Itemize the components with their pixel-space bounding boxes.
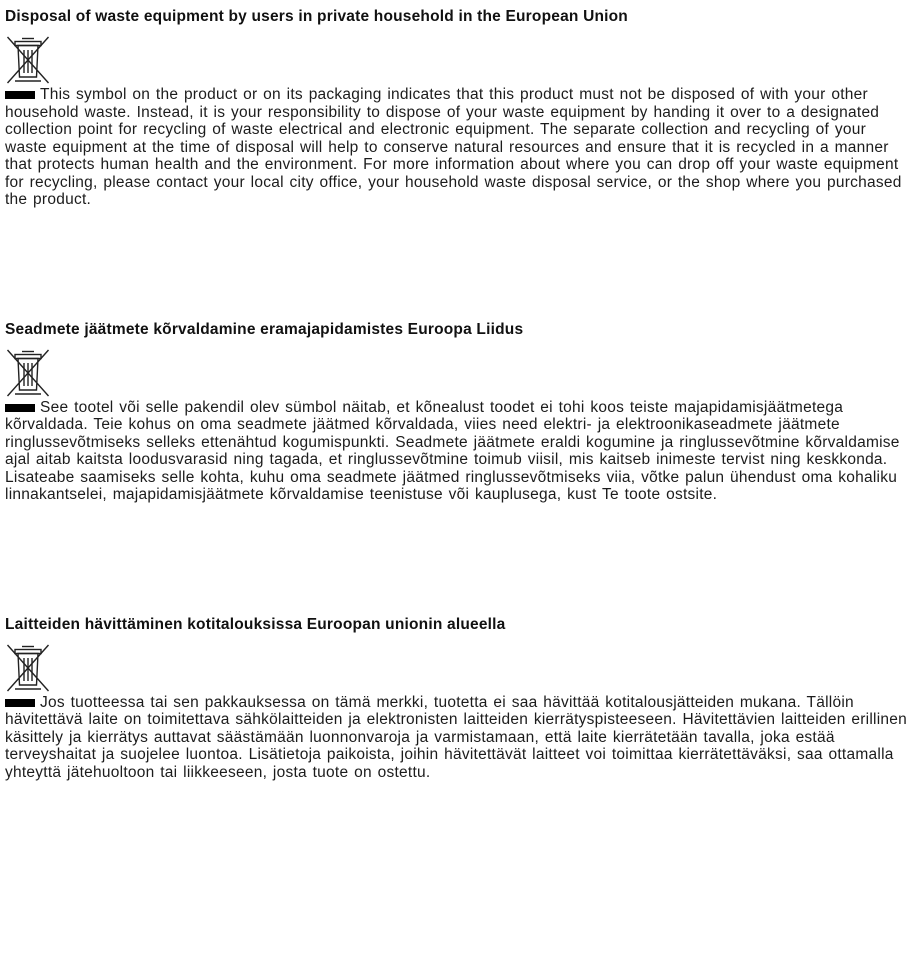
notice-section-finnish bbox=[5, 616, 909, 782]
section-body-estonian bbox=[5, 399, 909, 504]
weee-crossed-out-bin-icon bbox=[6, 36, 50, 84]
section-heading-finnish: Laitteiden hävittäminen kotitalouksissa Euroopan unionin alueella bbox=[5, 615, 506, 633]
section-body-finnish bbox=[5, 694, 909, 782]
weee-crossed-out-bin-icon bbox=[6, 349, 50, 397]
section-body-text: This symbol on the product or on its packaging indicates that this product must not be disposed of with your other household waste. Instead, it is your responsibility to dispose of your waste equipment by handing it over to a designated collection point for recycling of waste electrical and electronic equipment. The separate collection and recycling of your waste equipment at the time of disposal will help to conserve natural resources and ensure that it is recycled in a manner that protects human health and the environment. For more information about where you can drop off your waste equipment for recycling, please contact your local city office, your household waste disposal service, or the shop where you purchased the product. bbox=[5, 86, 902, 208]
section-body-english bbox=[5, 86, 909, 209]
section-heading-english: Disposal of waste equipment by users in private household in the European Union bbox=[5, 8, 628, 25]
notice-section-english bbox=[5, 8, 909, 209]
section-heading-estonian: Seadmete jäätmete kõrvaldamine eramajapidamistes Euroopa Liidus bbox=[5, 320, 524, 338]
section-body-text: Jos tuotteessa tai sen pakkauksessa on tämä merkki, tuotetta ei saa hävittää kotitalousjätteiden mukana. Tällöin hävitettävä laite on toimitettava sähkölaitteiden ja elektronisten laitteiden kierrätyspisteeseen. Hävitettävien laitteiden erillinen käsittely ja kierrätys auttavat säästämään luonnonvaroja ja varmistamaan, että laite kierrätetään tavalla, joka estää terveyshaitat ja suojelee luontoa. Lisätietoja paikoista, joihin hävitettävät laitteet voi toimittaa kierrätettäväksi, saa ottamalla yhteyttä jätehuoltoon tai liikkeeseen, josta tuote on ostettu. bbox=[5, 693, 908, 781]
notice-section-estonian bbox=[5, 321, 909, 504]
weee-crossed-out-bin-icon bbox=[6, 644, 50, 692]
section-body-text: See tootel või selle pakendil olev sümbol näitab, et kõnealust toodet ei tohi koos teiste majapidamisjäätmetega kõrvaldada. Teie kohus on oma seadmete jäätmed kõrvaldada, viies need elektri- ja elektroonikaseadmete jäätmete ringlussevõtmiseks selleks ettenähtud kogumispunkti. Seadmete jäätmete eraldi kogumine ja ringlussevõtmine kõrvaldamise ajal aitab kaitsta loodusvarasid ning tagada, et ringlussevõtmine toimub viisil, mis kaitseb inimeste tervist ning keskkonda. Lisateabe saamiseks selle kohta, kuhu oma seadmete jäätmed ringlussevõtmiseks viia, võtke palun ühendust oma kohaliku linnakantselei, majapidamisjäätmete kõrvaldamise teenistuse või kauplusega, kust Te toote ostsite. bbox=[5, 398, 900, 503]
black-bar-icon bbox=[5, 699, 35, 707]
black-bar-icon bbox=[5, 91, 35, 99]
black-bar-icon bbox=[5, 404, 35, 412]
